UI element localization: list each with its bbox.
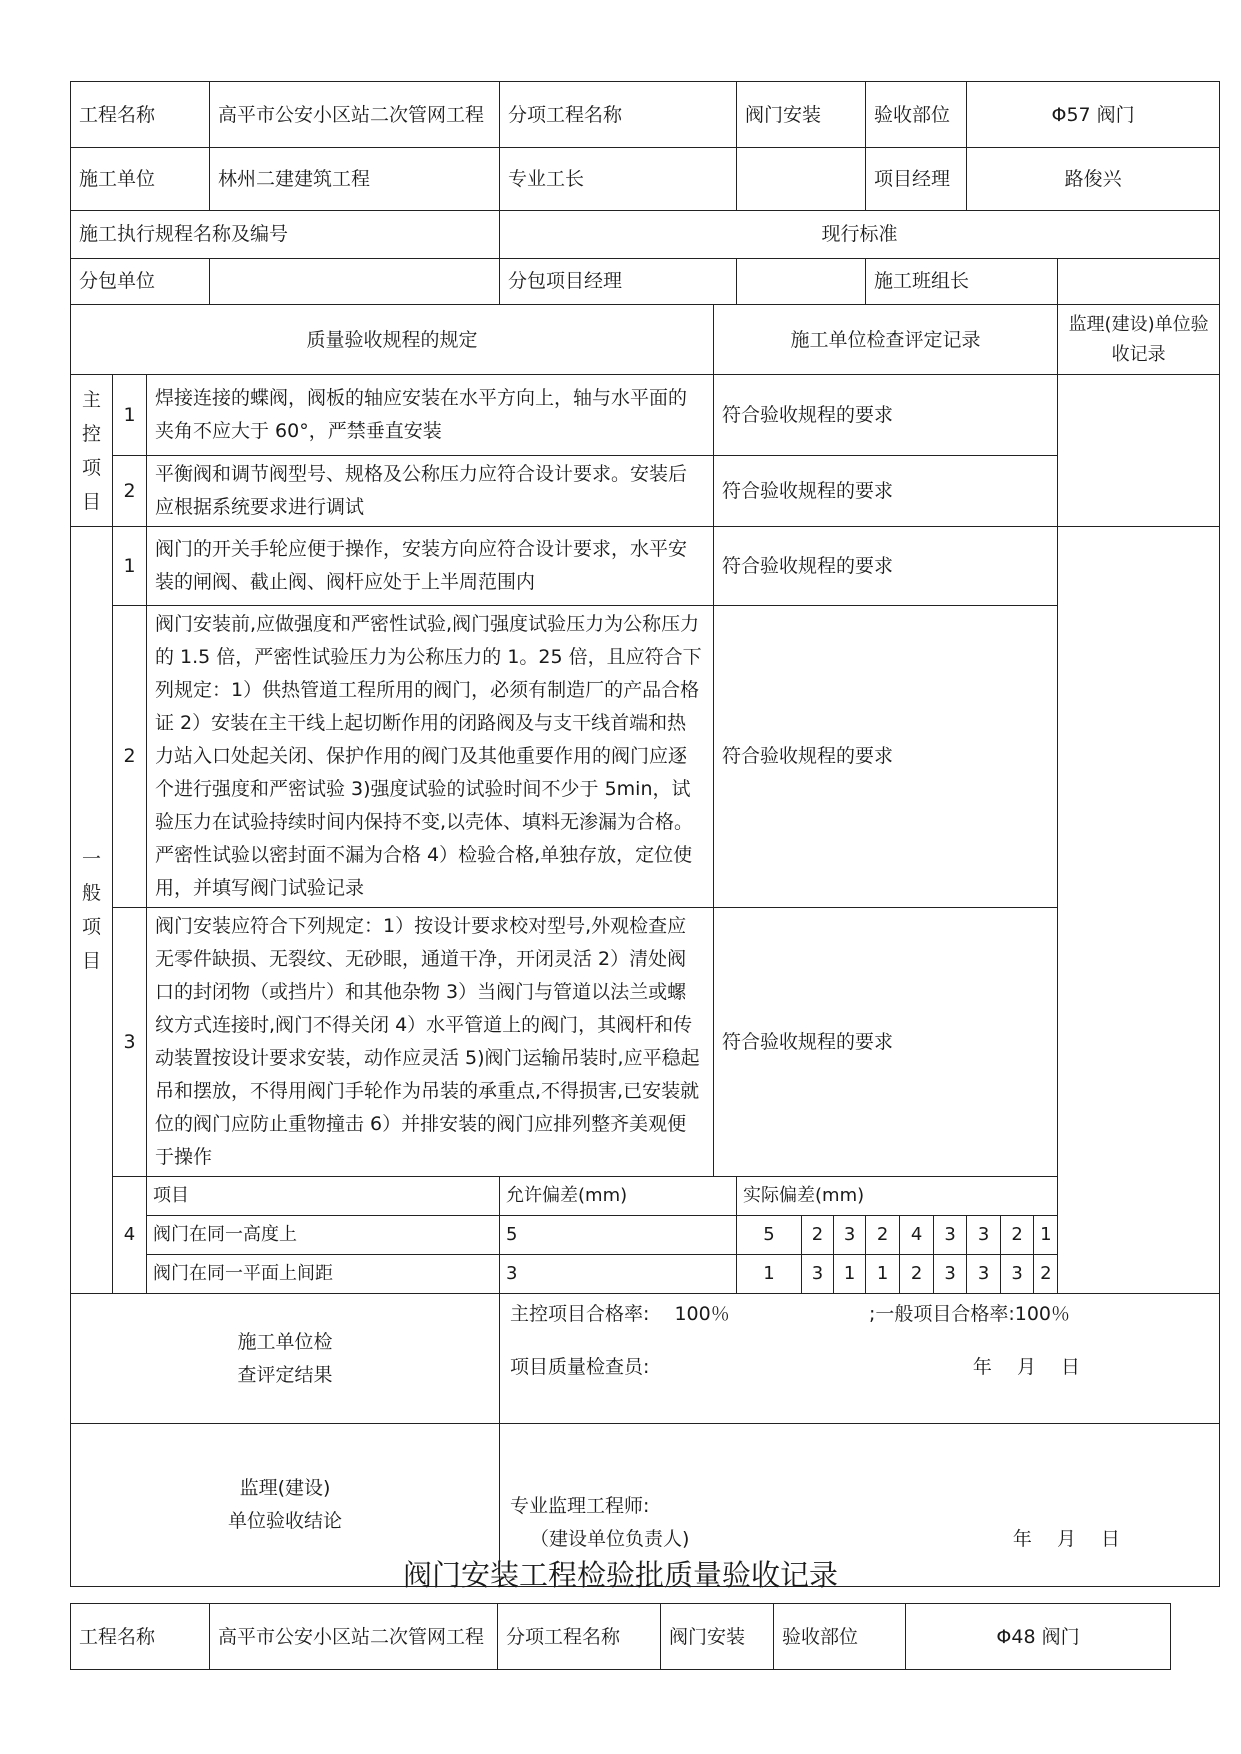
deviation-allowed: 3 (500, 1255, 737, 1294)
subproject-label: 分项工程名称 (498, 1604, 661, 1670)
subproject-label: 分项工程名称 (500, 82, 737, 148)
main-items-group-label (71, 375, 113, 527)
deviation-value: 3 (967, 1216, 1001, 1255)
col-header-supervisor-check: 监理(建设)单位验收记录 (1058, 305, 1220, 375)
subcontractor (210, 259, 500, 305)
deviation-value: 3 (834, 1216, 866, 1255)
deviation-value: 1 (834, 1255, 866, 1294)
col-header-contractor-check: 施工单位检查评定记录 (714, 305, 1058, 375)
deviation-value: 2 (1001, 1216, 1034, 1255)
main-pass-rate: 主控项目合格率: 100％ (510, 1303, 730, 1325)
sub-manager-label: 分包项目经理 (500, 259, 737, 305)
part: Φ57 阀门 (967, 82, 1220, 148)
item-spec: 阀门安装前,应做强度和严密性试验,阀门强度试验压力为公称压力的 1.5 倍，严密性试验压力为公称压力的 1。25 倍，且应符合下列规定：1）供热管道工程所用的阀门，必须有制造厂的产品合格证 2）安装在主干线上起切断作用的闭路阀及与支干线首端和热力站入口处起关闭、保护作用的阀门及其他重要作用的阀门应逐个进行强度和严密试验 3)强度试验的试验时间不少于 5min，试验压力在试验持续时间内保持不变,以壳体、填料无渗漏为合格。严密性试验以密封面不漏为合格 4）检验合格,单独存放，定位使用，并填写阀门试验记录 (147, 606, 714, 908)
item-number: 1 (113, 527, 147, 606)
deviation-item: 阀门在同一高度上 (147, 1216, 500, 1255)
subproject: 阀门安装 (737, 82, 866, 148)
subcontractor-label: 分包单位 (71, 259, 210, 305)
deviation-value: 2 (866, 1216, 900, 1255)
contractor-result-content (500, 1294, 1220, 1424)
project-name: 高平市公安小区站二次管网工程 (210, 1604, 498, 1670)
manager: 路俊兴 (967, 148, 1220, 211)
item-spec: 阀门的开关手轮应便于操作，安装方向应符合设计要求，水平安装的闸阀、截止阀、阀杆应处于上半周范围内 (147, 527, 714, 606)
item-spec: 焊接连接的蝶阀，阀板的轴应安装在水平方向上，轴与水平面的夹角不应大于 60°，严禁垂直安装 (147, 375, 714, 456)
foreman (737, 148, 866, 211)
deviation-actual-header: 实际偏差(mm) (737, 1177, 1220, 1216)
general-items-group-label (71, 527, 113, 1294)
item-result: 符合验收规程的要求 (714, 527, 1058, 606)
manager-label: 项目经理 (866, 148, 967, 211)
group-char: 目 (81, 950, 101, 972)
deviation-value: 1 (1034, 1216, 1058, 1255)
deviation-value: 3 (802, 1255, 834, 1294)
part-label: 验收部位 (866, 82, 967, 148)
standard: 现行标准 (500, 211, 1220, 259)
deviation-value: 1 (866, 1255, 900, 1294)
team-leader (1058, 259, 1220, 305)
deviation-allowed-header: 允许偏差(mm) (500, 1177, 737, 1216)
deviation-allowed: 5 (500, 1216, 737, 1255)
deviation-value: 2 (802, 1216, 834, 1255)
owner-rep-label: （建设单位负责人) (530, 1528, 690, 1550)
group-char: 项 (81, 916, 101, 938)
contractor-result-label (71, 1294, 500, 1424)
sub-manager (737, 259, 866, 305)
label-line: 监理(建设) (239, 1477, 331, 1499)
group-char: 主 (81, 388, 101, 411)
engineer-label: 专业监理工程师: (510, 1495, 650, 1517)
group-char: 般 (81, 882, 101, 904)
deviation-value: 2 (1034, 1255, 1058, 1294)
general-pass-rate: ;一般项目合格率:100％ (868, 1303, 1071, 1325)
item-result: 符合验收规程的要求 (714, 375, 1058, 456)
foreman-label: 专业工长 (500, 148, 737, 211)
label-line: 施工单位检 (237, 1330, 333, 1353)
part: Φ48 阀门 (906, 1604, 1171, 1670)
supervisor-record (1058, 375, 1220, 527)
part-label: 验收部位 (774, 1604, 906, 1670)
deviation-value: 3 (967, 1255, 1001, 1294)
item-result: 符合验收规程的要求 (714, 908, 1058, 1177)
item-spec: 阀门安装应符合下列规定：1）按设计要求校对型号,外观检查应无零件缺损、无裂纹、无砂眼，通道干净，开闭灵活 2）清处阀口的封闭物（或挡片）和其他杂物 3）当阀门与管道以法兰或螺纹方式连接时,阀门不得关闭 4）水平管道上的阀门，其阀杆和传动装置按设计要求安装，动作应灵活 5)阀门运输吊装时,应平稳起吊和摆放，不得用阀门手轮作为吊装的承重点,不得损害,已安装就位的阀门应防止重物撞击 6）并排安装的阀门应排列整齐美观便于操作 (147, 908, 714, 1177)
label-line: 单位验收结论 (228, 1510, 343, 1532)
inspector-label: 项目质量检查员: (510, 1356, 650, 1378)
page-title: 阀门安装工程检验批质量验收记录 (402, 1558, 838, 1592)
deviation-value: 1 (737, 1255, 802, 1294)
item-number: 4 (113, 1177, 147, 1294)
group-char: 目 (81, 490, 101, 513)
date-label: 年 月 日 (972, 1356, 1081, 1378)
subproject: 阀门安装 (661, 1604, 774, 1670)
next-record-table (70, 1603, 1171, 1670)
item-result: 符合验收规程的要求 (714, 456, 1058, 527)
acceptance-record-table (70, 81, 1220, 1587)
deviation-value: 5 (737, 1216, 802, 1255)
deviation-value: 3 (1001, 1255, 1034, 1294)
project-name: 高平市公安小区站二次管网工程 (210, 82, 500, 148)
contractor-label: 施工单位 (71, 148, 210, 211)
item-spec: 平衡阀和调节阀型号、规格及公称压力应符合设计要求。安装后应根据系统要求进行调试 (147, 456, 714, 527)
item-result: 符合验收规程的要求 (714, 606, 1058, 908)
group-char: 项 (81, 456, 101, 479)
deviation-value: 3 (934, 1255, 967, 1294)
deviation-value: 2 (900, 1255, 934, 1294)
group-char: 一 (81, 848, 101, 870)
deviation-item-header: 项目 (147, 1177, 500, 1216)
deviation-value: 3 (934, 1216, 967, 1255)
item-number: 2 (113, 456, 147, 527)
project-name-label: 工程名称 (71, 1604, 210, 1670)
group-char: 控 (81, 422, 101, 445)
standard-label: 施工执行规程名称及编号 (71, 211, 500, 259)
deviation-value: 4 (900, 1216, 934, 1255)
deviation-item: 阀门在同一平面上间距 (147, 1255, 500, 1294)
date-label: 年 月 日 (1012, 1528, 1121, 1550)
item-number: 2 (113, 606, 147, 908)
col-header-spec: 质量验收规程的规定 (71, 305, 714, 375)
label-line: 查评定结果 (237, 1363, 333, 1386)
team-leader-label: 施工班组长 (866, 259, 1058, 305)
item-number: 3 (113, 908, 147, 1177)
contractor: 林州二建建筑工程 (210, 148, 500, 211)
project-name-label: 工程名称 (71, 82, 210, 148)
item-number: 1 (113, 375, 147, 456)
